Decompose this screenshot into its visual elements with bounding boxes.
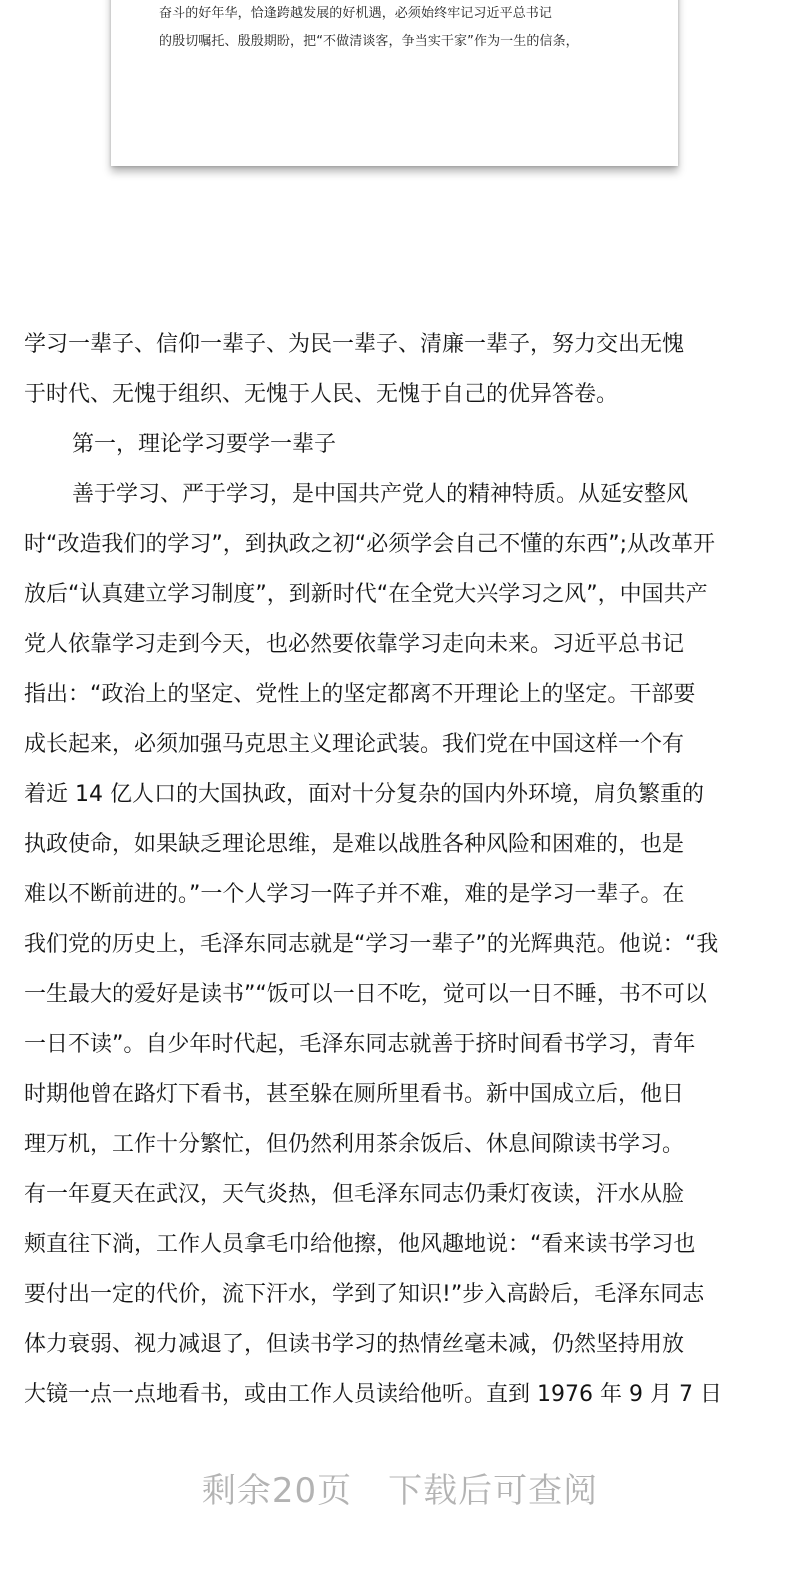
remaining-pages-label: 剩余20页 bbox=[201, 1471, 353, 1511]
text-line: 我们党的历史上，毛泽东同志就是“学习一辈子”的光辉典范。他说：“我 bbox=[24, 932, 719, 957]
section-heading: 第一，理论学习要学一辈子 bbox=[72, 432, 337, 457]
text-line: 一生最大的爱好是读书”“饭可以一日不吃，觉可以一日不睡，书不可以 bbox=[24, 982, 707, 1007]
document-preview-card bbox=[111, 0, 678, 166]
text-line: 有一年夏天在武汉，天气炎热，但毛泽东同志仍秉灯夜读，汗水从脸 bbox=[24, 1182, 685, 1207]
text-line: 时“改造我们的学习”，到执政之初“必须学会自己不懂的东西”;从改革开 bbox=[24, 532, 716, 557]
text-line: 指出：“政治上的坚定、党性上的坚定都离不开理论上的坚定。干部要 bbox=[24, 682, 696, 707]
text-line: 体力衰弱、视力减退了，但读书学习的热情丝毫未减，仍然坚持用放 bbox=[24, 1332, 685, 1357]
download-prompt[interactable] bbox=[0, 1463, 800, 1512]
text-line: 颊直往下淌，工作人员拿毛巾给他擦，他风趣地说：“看来读书学习也 bbox=[24, 1232, 696, 1257]
preview-line: 奋斗的好年华，恰逢跨越发展的好机遇，必须始终牢记习近平总书记 bbox=[159, 6, 553, 21]
text-line: 放后“认真建立学习制度”，到新时代“在全党大兴学习之风”，中国共产 bbox=[24, 582, 708, 607]
text-line: 党人依靠学习走到今天，也必然要依靠学习走向未来。习近平总书记 bbox=[24, 632, 685, 657]
text-line: 一日不读”。自少年时代起，毛泽东同志就善于挤时间看书学习，青年 bbox=[24, 1032, 696, 1057]
text-line: 理万机，工作十分繁忙，但仍然利用茶余饭后、休息间隙读书学习。 bbox=[24, 1132, 685, 1157]
text-line: 于时代、无愧于组织、无愧于人民、无愧于自己的优异答卷。 bbox=[24, 382, 619, 407]
text-line: 着近 14 亿人口的大国执政，面对十分复杂的国内外环境，肩负繁重的 bbox=[24, 782, 704, 807]
text-line: 学习一辈子、信仰一辈子、为民一辈子、清廉一辈子，努力交出无愧 bbox=[24, 332, 685, 357]
text-line: 大镜一点一点地看书，或由工作人员读给他听。直到 1976 年 9 月 7 日 bbox=[24, 1382, 722, 1407]
text-line: 难以不断前进的。”一个人学习一阵子并不难，难的是学习一辈子。在 bbox=[24, 882, 685, 907]
preview-line: 的殷切嘱托、殷殷期盼，把“不做清谈客，争当实干家”作为一生的信条， bbox=[159, 34, 579, 49]
text-line: 时期他曾在路灯下看书，甚至躲在厕所里看书。新中国成立后，他日 bbox=[24, 1082, 685, 1107]
download-hint-label: 下载后可查阅 bbox=[388, 1471, 599, 1511]
text-line: 执政使命，如果缺乏理论思维，是难以战胜各种风险和困难的，也是 bbox=[24, 832, 685, 857]
text-line: 善于学习、严于学习，是中国共产党人的精神特质。从延安整风 bbox=[72, 482, 689, 507]
text-line: 要付出一定的代价，流下汗水，学到了知识!”步入高龄后，毛泽东同志 bbox=[24, 1282, 705, 1307]
document-body bbox=[24, 320, 776, 1420]
text-line: 成长起来，必须加强马克思主义理论武装。我们党在中国这样一个有 bbox=[24, 732, 685, 757]
